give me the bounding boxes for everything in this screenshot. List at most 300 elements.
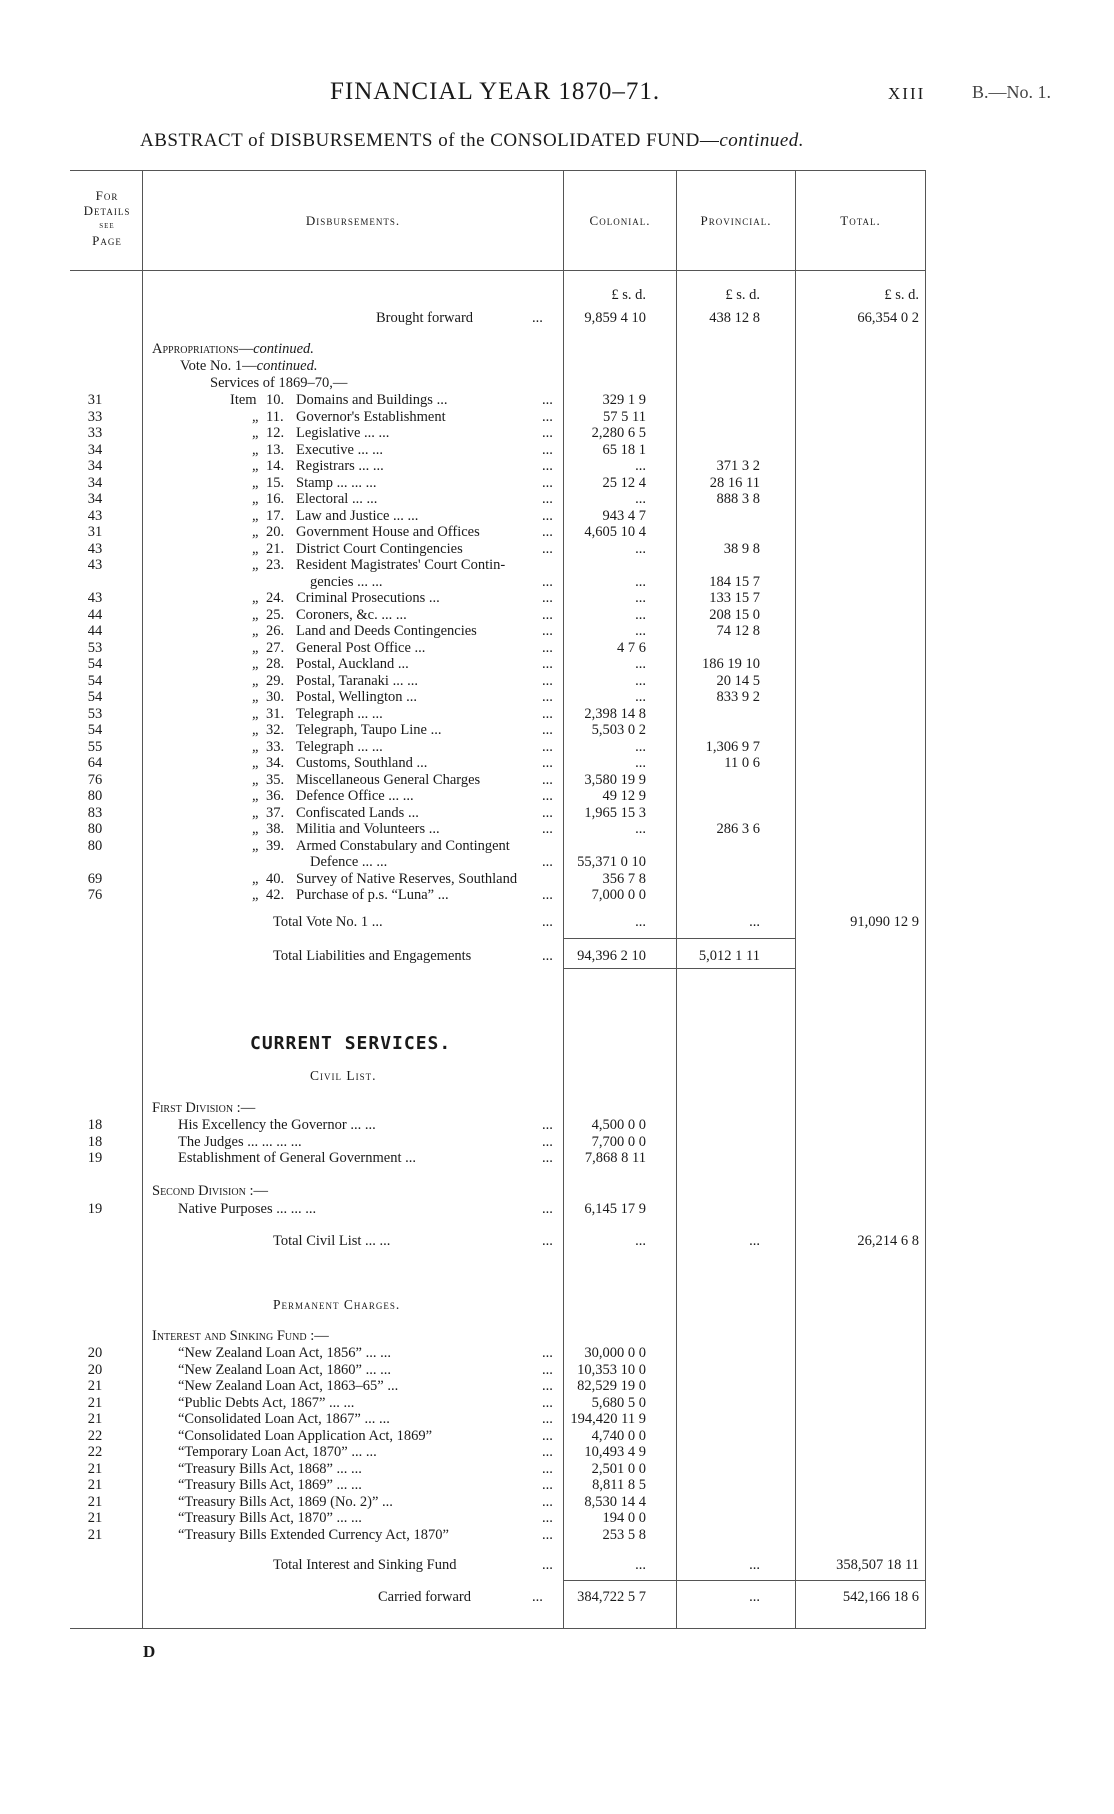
table-row <box>70 574 926 590</box>
subtotal-rule <box>564 1580 925 1581</box>
leader-dots: ... <box>542 821 553 837</box>
item-prefix: Item <box>230 392 257 408</box>
detail-page: 69 <box>87 870 103 887</box>
colonial-amount: 94,396 2 10 <box>577 948 646 964</box>
detail-page: 80 <box>87 821 103 837</box>
item-number: 33. <box>266 738 285 755</box>
brought-forward-label: Brought forward <box>376 310 474 326</box>
col-head-colonial: Colonial. <box>589 213 651 228</box>
leader-dots: ... <box>542 441 553 458</box>
item-label: Registrars ... ... <box>296 458 384 474</box>
leader-dots: ... <box>532 310 543 326</box>
item-label: Government House and Offices <box>296 524 480 540</box>
leader-dots: ... <box>542 1526 553 1543</box>
item-prefix: „ <box>252 821 259 837</box>
item-label: “Treasury Bills Act, 1868” ... ... <box>178 1460 362 1477</box>
services-heading: Services of 1869–70,— <box>210 375 348 391</box>
header-bottom-rule <box>70 270 926 271</box>
colonial-amount: 4 7 6 <box>617 639 646 656</box>
colonial-amount: 6,145 17 9 <box>584 1201 646 1217</box>
leader-dots: ... <box>542 948 553 964</box>
detail-page: 64 <box>87 755 103 771</box>
detail-page: 83 <box>87 804 103 821</box>
item-prefix: „ <box>252 705 259 722</box>
table-row <box>70 491 926 507</box>
leader-dots: ... <box>542 507 553 524</box>
colonial-amount: 943 4 7 <box>602 507 646 524</box>
item-label: Survey of Native Reserves, Southland <box>296 870 518 887</box>
appropriations-heading-text: Appropriations— <box>152 341 254 357</box>
detail-page: 18 <box>87 1133 103 1150</box>
page-number: XIII <box>888 84 926 103</box>
detail-page: 21 <box>87 1378 103 1394</box>
colonial-amount: 7,700 0 0 <box>591 1133 646 1150</box>
table-row <box>70 524 926 540</box>
colonial-amount: 3,580 19 9 <box>584 771 646 788</box>
item-label: Postal, Wellington ... <box>296 689 418 705</box>
detail-page: 76 <box>87 887 103 903</box>
currency-colonial: £ s. d. <box>611 287 646 303</box>
detail-page: 21 <box>87 1477 103 1493</box>
detail-page: 43 <box>87 507 103 524</box>
table-subtitle <box>140 130 804 152</box>
item-label: Legislative ... ... <box>296 425 390 441</box>
table-row <box>70 508 926 524</box>
item-prefix: „ <box>252 458 259 474</box>
table-row <box>70 1134 926 1150</box>
second-division-heading: Second Division :— <box>152 1183 268 1199</box>
item-number: 38. <box>266 821 285 837</box>
item-prefix: „ <box>252 689 259 705</box>
currency-row <box>70 287 926 303</box>
item-prefix: „ <box>252 788 259 804</box>
detail-page: 22 <box>87 1427 103 1444</box>
table-row <box>70 1201 926 1217</box>
total-interest-row <box>70 1557 926 1573</box>
item-label: Electoral ... ... <box>296 491 378 507</box>
item-number: 21. <box>266 540 285 557</box>
leader-dots: ... <box>542 1557 553 1573</box>
item-label: Purchase of p.s. “Luna” ... <box>296 887 449 903</box>
item-number: 28. <box>266 656 285 672</box>
total-civil-list-row <box>70 1233 926 1249</box>
leader-dots: ... <box>532 1589 543 1605</box>
leader-dots: ... <box>542 1411 553 1427</box>
subtotal-rule <box>564 938 795 939</box>
colonial-amount: ... <box>635 1233 646 1249</box>
item-number: 24. <box>266 590 285 606</box>
total-amount: 91,090 12 9 <box>850 914 919 930</box>
item-label: Miscellaneous General Charges <box>296 771 481 788</box>
colonial-amount: 329 1 9 <box>602 392 646 408</box>
detail-page: 53 <box>87 639 103 656</box>
colonial-amount: 1,965 15 3 <box>584 804 646 821</box>
leader-dots: ... <box>542 392 553 408</box>
item-label: Postal, Auckland ... <box>296 656 409 672</box>
item-label: Militia and Volunteers ... <box>296 821 440 837</box>
table-row <box>70 1395 926 1411</box>
civil-list-heading: Civil List. <box>310 1068 377 1083</box>
colonial-amount: 8,811 8 5 <box>592 1477 646 1493</box>
detail-page: 76 <box>87 771 103 788</box>
item-prefix: „ <box>252 507 259 524</box>
item-number: 16. <box>266 491 285 507</box>
item-number: 25. <box>266 606 285 623</box>
carried-forward-row <box>70 1589 926 1605</box>
detail-page: 20 <box>87 1345 103 1361</box>
subtotal-rule <box>564 968 795 969</box>
table-row <box>70 755 926 771</box>
item-label: “Consolidated Loan Application Act, 1869” <box>178 1427 433 1444</box>
detail-page: 21 <box>87 1394 103 1411</box>
table-row <box>70 1477 926 1493</box>
colonial-amount: 4,500 0 0 <box>591 1117 646 1133</box>
table-row <box>70 1117 926 1133</box>
currency-total: £ s. d. <box>884 287 919 303</box>
leader-dots: ... <box>542 1150 553 1166</box>
table-row <box>70 442 926 458</box>
table-row <box>70 805 926 821</box>
item-label: Establishment of General Government ... <box>178 1150 416 1166</box>
item-label: gencies ... ... <box>310 573 383 590</box>
leader-dots: ... <box>542 524 553 540</box>
colonial-amount: 8,530 14 4 <box>584 1493 646 1510</box>
item-label: His Excellency the Governor ... ... <box>178 1117 376 1133</box>
item-number: 39. <box>266 837 285 854</box>
provincial-amount: 184 15 7 <box>709 573 760 590</box>
item-prefix: „ <box>252 623 259 639</box>
leader-dots: ... <box>542 887 553 903</box>
colonial-amount: ... <box>635 491 646 507</box>
leader-dots: ... <box>542 606 553 623</box>
item-prefix: „ <box>252 474 259 491</box>
table-row <box>70 887 926 903</box>
colonial-amount: 4,740 0 0 <box>591 1427 646 1444</box>
item-label: Governor's Establishment <box>296 408 446 425</box>
colonial-amount: ... <box>635 689 646 705</box>
item-label: “Treasury Bills Act, 1870” ... ... <box>178 1510 362 1526</box>
provincial-amount: ... <box>749 1557 760 1573</box>
colonial-amount: 9,859 4 10 <box>584 310 646 326</box>
item-number: 36. <box>266 788 285 804</box>
table-row <box>70 1527 926 1543</box>
item-number: 30. <box>266 689 285 705</box>
total-vote-row <box>70 914 926 930</box>
colonial-amount: 57 5 11 <box>603 408 646 425</box>
table-row <box>70 1494 926 1510</box>
colonial-amount: 5,680 5 0 <box>591 1394 646 1411</box>
colonial-amount: ... <box>635 755 646 771</box>
item-prefix: „ <box>252 524 259 540</box>
item-label: Telegraph, Taupo Line ... <box>296 722 442 738</box>
leader-dots: ... <box>542 672 553 689</box>
colonial-amount: 25 12 4 <box>602 474 646 491</box>
leader-dots: ... <box>542 1201 553 1217</box>
leader-dots: ... <box>542 1477 553 1493</box>
table-row <box>70 821 926 837</box>
subtitle-main: ABSTRACT of DISBURSEMENTS of the CONSOLIDATED FUND— <box>140 130 720 151</box>
subtitle-tail: continued. <box>719 130 805 151</box>
item-number: 34. <box>266 755 285 771</box>
leader-dots: ... <box>542 914 553 930</box>
item-number: 27. <box>266 639 285 656</box>
colonial-amount: 7,868 8 11 <box>584 1150 646 1166</box>
brought-forward-row <box>70 310 926 326</box>
table-row <box>70 1362 926 1378</box>
detail-page: 54 <box>87 689 103 705</box>
colonial-amount: ... <box>635 914 646 930</box>
colonial-amount: ... <box>635 1557 646 1573</box>
item-label: Law and Justice ... ... <box>296 507 419 524</box>
leader-dots: ... <box>542 705 553 722</box>
detail-page: 31 <box>87 392 103 408</box>
detail-page: 54 <box>87 656 103 672</box>
appropriations-heading-tail: continued. <box>253 341 314 357</box>
detail-page: 80 <box>87 837 103 854</box>
provincial-amount: 38 9 8 <box>723 540 760 557</box>
leader-dots: ... <box>542 854 553 870</box>
colonial-amount: 49 12 9 <box>602 788 646 804</box>
leader-dots: ... <box>542 474 553 491</box>
appropriations-heading <box>152 341 314 358</box>
table-row <box>70 706 926 722</box>
table-row <box>70 1150 926 1166</box>
leader-dots: ... <box>542 804 553 821</box>
table-row <box>70 1510 926 1526</box>
item-number: 10. <box>266 392 285 408</box>
colonial-amount: 4,605 10 4 <box>584 524 646 540</box>
item-label: Coroners, &c. ... ... <box>296 606 407 623</box>
table-row <box>70 1444 926 1460</box>
item-number: 40. <box>266 870 285 887</box>
item-number: 12. <box>266 425 285 441</box>
item-number: 17. <box>266 507 285 524</box>
col-head-page-line: For <box>95 188 119 203</box>
item-prefix: „ <box>252 491 259 507</box>
table-row <box>70 607 926 623</box>
item-prefix: „ <box>252 639 259 656</box>
item-number: 20. <box>266 524 285 540</box>
colonial-amount: 10,353 10 0 <box>577 1361 646 1378</box>
leader-dots: ... <box>542 458 553 474</box>
colonial-amount: 10,493 4 9 <box>584 1444 646 1460</box>
item-label: “New Zealand Loan Act, 1863–65” ... <box>178 1378 399 1394</box>
item-number: 26. <box>266 623 285 639</box>
provincial-amount: 74 12 8 <box>716 623 760 639</box>
item-label: General Post Office ... <box>296 639 426 656</box>
item-label: Land and Deeds Contingencies <box>296 623 477 639</box>
item-label: Defence Office ... ... <box>296 788 414 804</box>
table-row <box>70 1428 926 1444</box>
table-row <box>70 640 926 656</box>
colonial-amount: 5,503 0 2 <box>591 722 646 738</box>
leader-dots: ... <box>542 1345 553 1361</box>
detail-page: 34 <box>87 441 103 458</box>
item-label: “Treasury Bills Act, 1869” ... ... <box>178 1477 362 1493</box>
detail-page: 54 <box>87 722 103 738</box>
table-row <box>70 541 926 557</box>
table-row <box>70 689 926 705</box>
colonial-amount: ... <box>635 590 646 606</box>
permanent-charges-heading: Permanent Charges. <box>273 1297 401 1312</box>
item-prefix: „ <box>252 540 259 557</box>
leader-dots: ... <box>542 1444 553 1460</box>
currency-provincial: £ s. d. <box>725 287 760 303</box>
total-amount: 66,354 0 2 <box>857 310 919 326</box>
item-prefix: „ <box>252 672 259 689</box>
item-label: Domains and Buildings ... <box>296 392 448 408</box>
colonial-amount: 82,529 19 0 <box>577 1378 646 1394</box>
colonial-amount: 356 7 8 <box>602 870 646 887</box>
leader-dots: ... <box>542 722 553 738</box>
item-label: Native Purposes ... ... ... <box>178 1201 317 1217</box>
item-label: “Public Debts Act, 1867” ... ... <box>178 1394 355 1411</box>
total-vote-label: Total Vote No. 1 ... <box>273 914 383 930</box>
detail-page: 33 <box>87 425 103 441</box>
detail-page: 53 <box>87 705 103 722</box>
item-label: Telegraph ... ... <box>296 738 383 755</box>
provincial-amount: ... <box>749 1233 760 1249</box>
item-prefix: „ <box>252 771 259 788</box>
detail-page: 43 <box>87 590 103 606</box>
col-head-page <box>74 188 140 248</box>
item-label: Defence ... ... <box>310 854 388 870</box>
vote-heading <box>180 358 317 375</box>
item-label: Postal, Taranaki ... ... <box>296 672 418 689</box>
leader-dots: ... <box>542 1378 553 1394</box>
item-number: 32. <box>266 722 285 738</box>
item-label: “Consolidated Loan Act, 1867” ... ... <box>178 1411 390 1427</box>
detail-page: 34 <box>87 474 103 491</box>
total-liabilities-row <box>70 948 926 964</box>
item-prefix: „ <box>252 887 259 903</box>
item-number: 29. <box>266 672 285 689</box>
detail-page: 21 <box>87 1493 103 1510</box>
detail-page: 80 <box>87 788 103 804</box>
item-number: 42. <box>266 887 285 903</box>
provincial-amount: 833 9 2 <box>716 689 760 705</box>
table-row <box>70 458 926 474</box>
col-head-disbursements: Disbursements. <box>305 213 401 228</box>
table-row <box>70 739 926 755</box>
leader-dots: ... <box>542 540 553 557</box>
first-division-heading: First Division :— <box>152 1100 256 1116</box>
provincial-amount: 28 16 11 <box>709 474 760 491</box>
detail-page: 19 <box>87 1201 103 1217</box>
table-row <box>70 590 926 606</box>
detail-page: 44 <box>87 606 103 623</box>
item-label: “Treasury Bills Extended Currency Act, 1870” <box>178 1526 449 1543</box>
detail-page: 21 <box>87 1510 103 1526</box>
colonial-amount: ... <box>635 656 646 672</box>
col-head-page-line: Details <box>83 203 131 218</box>
detail-page: 34 <box>87 458 103 474</box>
provincial-amount: 20 14 5 <box>716 672 760 689</box>
colonial-amount: ... <box>635 458 646 474</box>
detail-page: 54 <box>87 672 103 689</box>
detail-page: 21 <box>87 1526 103 1543</box>
total-civil-label: Total Civil List ... ... <box>273 1233 391 1249</box>
detail-page: 18 <box>87 1117 103 1133</box>
item-number: 15. <box>266 474 285 491</box>
table-row <box>70 838 926 854</box>
interest-heading: Interest and Sinking Fund :— <box>152 1328 329 1344</box>
table-row <box>70 475 926 491</box>
carried-forward-label: Carried forward <box>378 1589 471 1605</box>
detail-page: 43 <box>87 557 103 573</box>
colonial-amount: 7,000 0 0 <box>591 887 646 903</box>
leader-dots: ... <box>542 755 553 771</box>
page-title: FINANCIAL YEAR 1870–71. <box>330 78 661 105</box>
item-label: District Court Contingencies <box>296 540 463 557</box>
table-row <box>70 557 926 573</box>
leader-dots: ... <box>542 491 553 507</box>
leader-dots: ... <box>542 1117 553 1133</box>
detail-page: 21 <box>87 1411 103 1427</box>
provincial-amount: 1,306 9 7 <box>705 738 760 755</box>
item-label: Criminal Prosecutions ... <box>296 590 440 606</box>
leader-dots: ... <box>542 1133 553 1150</box>
signature-letter: D <box>143 1642 156 1661</box>
detail-page: 19 <box>87 1150 103 1166</box>
col-head-provincial: Provincial. <box>700 213 772 228</box>
item-prefix: „ <box>252 755 259 771</box>
detail-page: 21 <box>87 1460 103 1477</box>
leader-dots: ... <box>542 771 553 788</box>
colonial-amount: 2,501 0 0 <box>591 1460 646 1477</box>
table-row <box>70 623 926 639</box>
colonial-amount: 253 5 8 <box>602 1526 646 1543</box>
leader-dots: ... <box>542 408 553 425</box>
table-bottom-rule <box>70 1628 926 1629</box>
item-prefix: „ <box>252 557 259 573</box>
colonial-amount: ... <box>635 573 646 590</box>
leader-dots: ... <box>542 689 553 705</box>
table-row <box>70 788 926 804</box>
item-prefix: „ <box>252 804 259 821</box>
item-label: “New Zealand Loan Act, 1860” ... ... <box>178 1361 391 1378</box>
table-row <box>70 854 926 870</box>
total-amount: 358,507 18 11 <box>836 1557 919 1573</box>
leader-dots: ... <box>542 1394 553 1411</box>
leader-dots: ... <box>542 1233 553 1249</box>
colonial-amount: ... <box>635 821 646 837</box>
leader-dots: ... <box>542 1361 553 1378</box>
item-number: 11. <box>266 408 284 425</box>
item-prefix: „ <box>252 837 259 854</box>
colonial-amount: 55,371 0 10 <box>577 854 646 870</box>
leader-dots: ... <box>542 425 553 441</box>
leader-dots: ... <box>542 738 553 755</box>
detail-page: 22 <box>87 1444 103 1460</box>
detail-page: 20 <box>87 1361 103 1378</box>
item-prefix: „ <box>252 606 259 623</box>
item-prefix: „ <box>252 425 259 441</box>
table-row <box>70 1378 926 1394</box>
provincial-amount: ... <box>749 1589 760 1605</box>
leader-dots: ... <box>542 1427 553 1444</box>
table-row <box>70 772 926 788</box>
colonial-amount: ... <box>635 738 646 755</box>
leader-dots: ... <box>542 623 553 639</box>
item-label: The Judges ... ... ... ... <box>178 1133 302 1150</box>
table-row <box>70 409 926 425</box>
table-row <box>70 392 926 408</box>
total-liabilities-label: Total Liabilities and Engagements <box>273 948 472 964</box>
item-prefix: „ <box>252 722 259 738</box>
table-row <box>70 656 926 672</box>
item-label: Resident Magistrates' Court Contin- <box>296 557 506 573</box>
